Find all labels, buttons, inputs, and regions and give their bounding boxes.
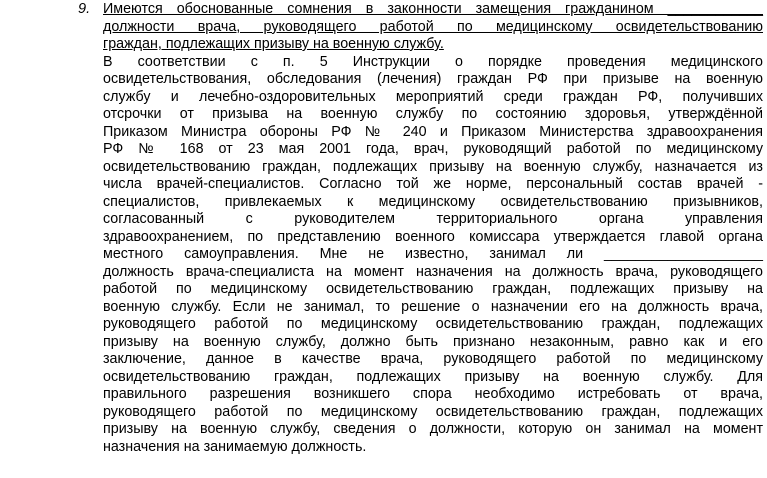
heading-line: граждан, подлежащих призыву на военную службу.: [103, 36, 444, 52]
body-line: призыву на военную службу, должно быть признано незаконным, равно как и его: [103, 333, 763, 350]
body-line: отсрочки от призыва на военную службу по состоянию здоровья, утверждённой: [103, 106, 763, 122]
body-line: РФ № 168 от 23 мая 2001 года, врач, руководящий работой по медицинскому: [103, 141, 763, 157]
item-number: 9.: [78, 1, 91, 17]
body-line: В соответствии с п. 5 Инструкции о порядке проведения медицинского: [103, 53, 763, 70]
item-body: [103, 54, 763, 457]
body-line: должность врача-специалиста на момент назначения на должность врача, руководящего: [103, 263, 763, 280]
body-line: военную службу. Если не занимал, то решение о назначении его на должность врача,: [103, 298, 763, 315]
item-heading: [103, 1, 763, 54]
heading-line: должности врача, руководящего работой по медицинскому освидетельствованию: [103, 18, 763, 35]
body-line: службу и лечебно-оздоровительных мероприятий среди граждан РФ, получивших: [103, 88, 763, 105]
body-line: согласованный с руководителем территориального органа управления: [103, 211, 763, 227]
body-line: освидетельствования, обследования (лечения) граждан РФ при призыве на военную: [103, 71, 763, 87]
heading-line: Имеются обоснованные сомнения в законности замещения гражданином ____________: [103, 1, 763, 17]
item-content: [103, 1, 763, 456]
body-line: заключение, данное в качестве врача, руководящего работой по медицинскому: [103, 351, 763, 367]
body-line: призыву на военную службу, сведения о должности, которую он занимал на момент: [103, 421, 763, 437]
body-line: здравоохранением, по представлению военного комиссара утверждается главой органа: [103, 228, 763, 245]
body-line: числа врачей-специалистов. Согласно той же норме, персональный состав врачей -: [103, 176, 763, 192]
body-line: местного самоуправления. Мне не известно, занимал ли ____________________: [103, 246, 763, 262]
body-line: руководящего работой по медицинскому освидетельствованию граждан, подлежащих: [103, 403, 763, 420]
body-line: назначения на занимаемую должность.: [103, 438, 367, 455]
body-line: работой по медицинскому освидетельствованию граждан, подлежащих призыву на: [103, 281, 763, 297]
body-line: специалистов, привлекаемых к медицинскому освидетельствованию призывников,: [103, 193, 763, 210]
body-line: правильного разрешения возникшего спора необходимо истребовать от врача,: [103, 386, 763, 402]
body-line: освидетельствованию граждан, подлежащих призыву на военную службу, назначается из: [103, 158, 763, 175]
body-line: руководящего работой по медицинскому освидетельствованию граждан, подлежащих: [103, 316, 763, 332]
body-line: Приказом Министра обороны РФ № 240 и Приказом Министерства здравоохранения: [103, 123, 763, 140]
body-line: освидетельствованию граждан, подлежащих призыву на военную службу. Для: [103, 368, 763, 385]
